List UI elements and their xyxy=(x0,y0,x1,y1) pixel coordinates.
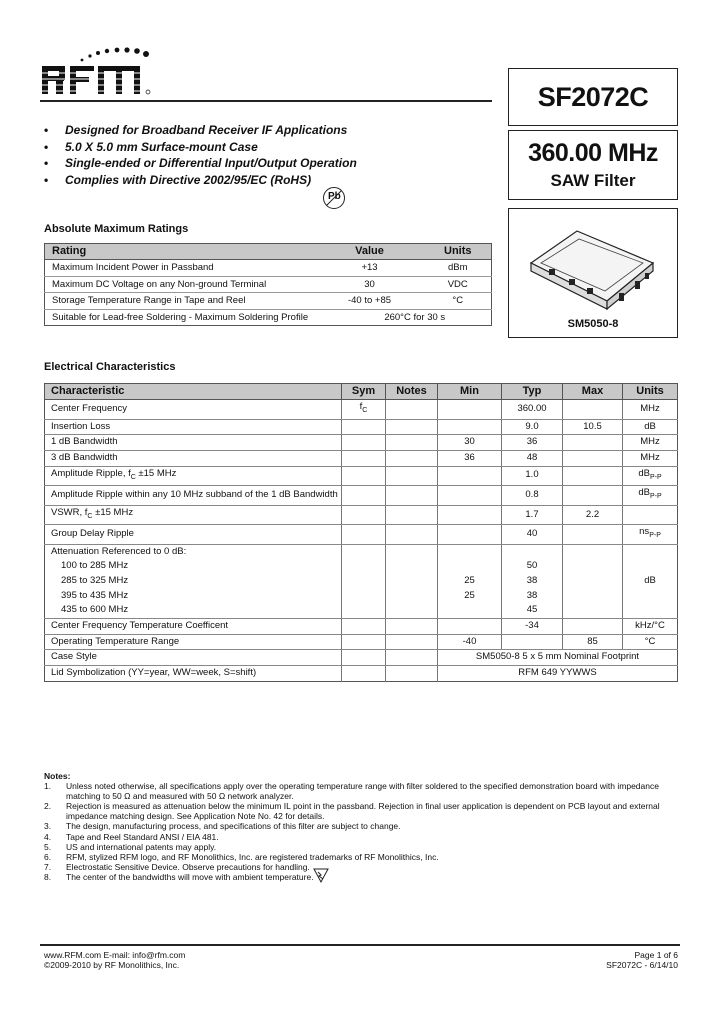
abs-max-title: Absolute Maximum Ratings xyxy=(44,223,189,235)
table-row: 285 to 325 MHz 25 38 xyxy=(45,574,678,589)
page-number: Page 1 of 6 xyxy=(634,950,678,960)
feature-item: • 5.0 X 5.0 mm Surface-mount Case xyxy=(44,139,258,154)
frequency-box xyxy=(508,130,678,200)
table-row: Maximum Incident Power in Passband +13 dBm xyxy=(45,260,492,277)
feature-list xyxy=(44,122,484,188)
esd-warning-icon xyxy=(312,866,330,884)
table-row: VSWR, $f_C \pm 15$ MHz 1.7 2.2 xyxy=(45,505,678,525)
table-row: Center Frequency $f_C$ 360.00 MHz xyxy=(45,400,678,420)
package-drawing-icon xyxy=(525,223,663,315)
part-number: SF2072C xyxy=(537,82,649,112)
rfm-logo xyxy=(40,46,158,96)
abs-max-table xyxy=(44,243,492,326)
table-row: 3 dB Bandwidth 36 48 MHz xyxy=(45,450,678,466)
doc-revision: SF2072C - 6/14/10 xyxy=(606,960,678,970)
table-row: Amplitude Ripple within any 10 MHz subband of the 1 dB Bandwidth 0.8 $dB_{P-P}$ xyxy=(45,486,678,506)
column-header: Value xyxy=(315,244,425,260)
package-box xyxy=(508,208,678,338)
notes xyxy=(44,771,680,882)
note-item: 4. Tape and Reel Standard ANSI / EIA 481. xyxy=(44,831,219,842)
column-header: Characteristic xyxy=(45,384,342,400)
electrical-table xyxy=(44,383,678,682)
table-row: 100 to 285 MHz 50 xyxy=(45,559,678,574)
note-item: 6. RFM, stylized RFM logo, and RF Monolithics, Inc. are registered trademarks of RF Monolithics, Inc. xyxy=(44,851,439,862)
header-rule xyxy=(40,100,492,102)
table-row: Storage Temperature Range in Tape and Reel -40 to +85 °C xyxy=(45,293,492,310)
note-item: 7. Electrostatic Sensitive Device. Observe precautions for handling. xyxy=(44,861,310,872)
filter-type: SAW Filter xyxy=(550,171,636,190)
rfm-logo-icon xyxy=(40,46,158,96)
footer-contact: www.RFM.com E-mail: info@rfm.com xyxy=(44,950,186,960)
column-header: Units xyxy=(623,384,678,400)
table-row: Maximum DC Voltage on any Non-ground Terminal 30 VDC xyxy=(45,276,492,293)
column-header: Typ xyxy=(502,384,563,400)
note-item: 2. Rejection is measured as attenuation below the minimum IL point in the passband. Rejection in final user application is dependent on PCB layout and external impedance matching design. See Application Note No. 42 for details. xyxy=(44,801,660,822)
electrical-title: Electrical Characteristics xyxy=(44,361,176,373)
table-row: Center Frequency Temperature Coefficent -34 kHz/°C xyxy=(45,618,678,634)
table-row: Lid Symbolization (YY=year, WW=week, S=shift) RFM 649 YYWWS xyxy=(45,665,678,681)
column-header: Rating xyxy=(45,244,315,260)
note-item: 5. US and international patents may apply. xyxy=(44,841,217,852)
table-row: Operating Temperature Range -40 85 °C xyxy=(45,634,678,650)
column-header: Min xyxy=(438,384,502,400)
table-row: 1 dB Bandwidth 30 36 MHz xyxy=(45,435,678,451)
part-number-box xyxy=(508,68,678,126)
column-header: Units xyxy=(425,244,492,260)
table-row: Group Delay Ripple 40 $ns_{P-P}$ xyxy=(45,525,678,545)
note-item: 3. The design, manufacturing process, and specifications of this filter are subject to change. xyxy=(44,821,401,832)
footer-left xyxy=(44,950,185,970)
notes-title: Notes: xyxy=(44,771,71,781)
feature-item: • Designed for Broadband Receiver IF Applications xyxy=(44,123,348,137)
table-row: Attenuation Referenced to 0 dB: dB xyxy=(45,544,678,559)
frequency: 360.00 MHz xyxy=(528,139,658,167)
table-row: Case Style SM5050-8 5 x 5 mm Nominal Footprint xyxy=(45,650,678,666)
table-row: Suitable for Lead-free Soldering - Maximum Soldering Profile 260°C for 30 s xyxy=(52,311,446,323)
note-item: 8. The center of the bandwidths will move with ambient temperature. xyxy=(44,871,314,882)
column-header: Notes xyxy=(386,384,438,400)
column-header: Max xyxy=(563,384,623,400)
package-label: SM5050-8 xyxy=(567,318,619,330)
footer-copyright: ©2009-2010 by RF Monolithics, Inc. xyxy=(44,960,180,970)
table-row: 395 to 435 MHz 25 38 xyxy=(45,589,678,604)
table-row: Insertion Loss 9.0 10.5 dB xyxy=(45,419,678,435)
feature-item: • Single-ended or Differential Input/Output Operation xyxy=(44,156,357,170)
pb-free-icon xyxy=(322,186,346,210)
column-header: Sym xyxy=(342,384,386,400)
footer-right xyxy=(606,950,678,970)
note-item: 1. Unless noted otherwise, all specifications apply over the operating temperature range with filter soldered to the specified demonstration board with impedance matching to 50 Ω and measured with 50 Ω network analyzer. xyxy=(44,781,659,802)
table-row: 435 to 600 MHz 45 xyxy=(45,603,678,618)
feature-item: • Complies with Directive 2002/95/EC (RoHS) xyxy=(44,172,312,187)
pb-symbol: Pb xyxy=(328,191,341,202)
footer-rule xyxy=(40,944,680,946)
table-row: Amplitude Ripple, $f_C \pm 15$ MHz 1.0 $dB_{P-P}$ xyxy=(45,466,678,486)
